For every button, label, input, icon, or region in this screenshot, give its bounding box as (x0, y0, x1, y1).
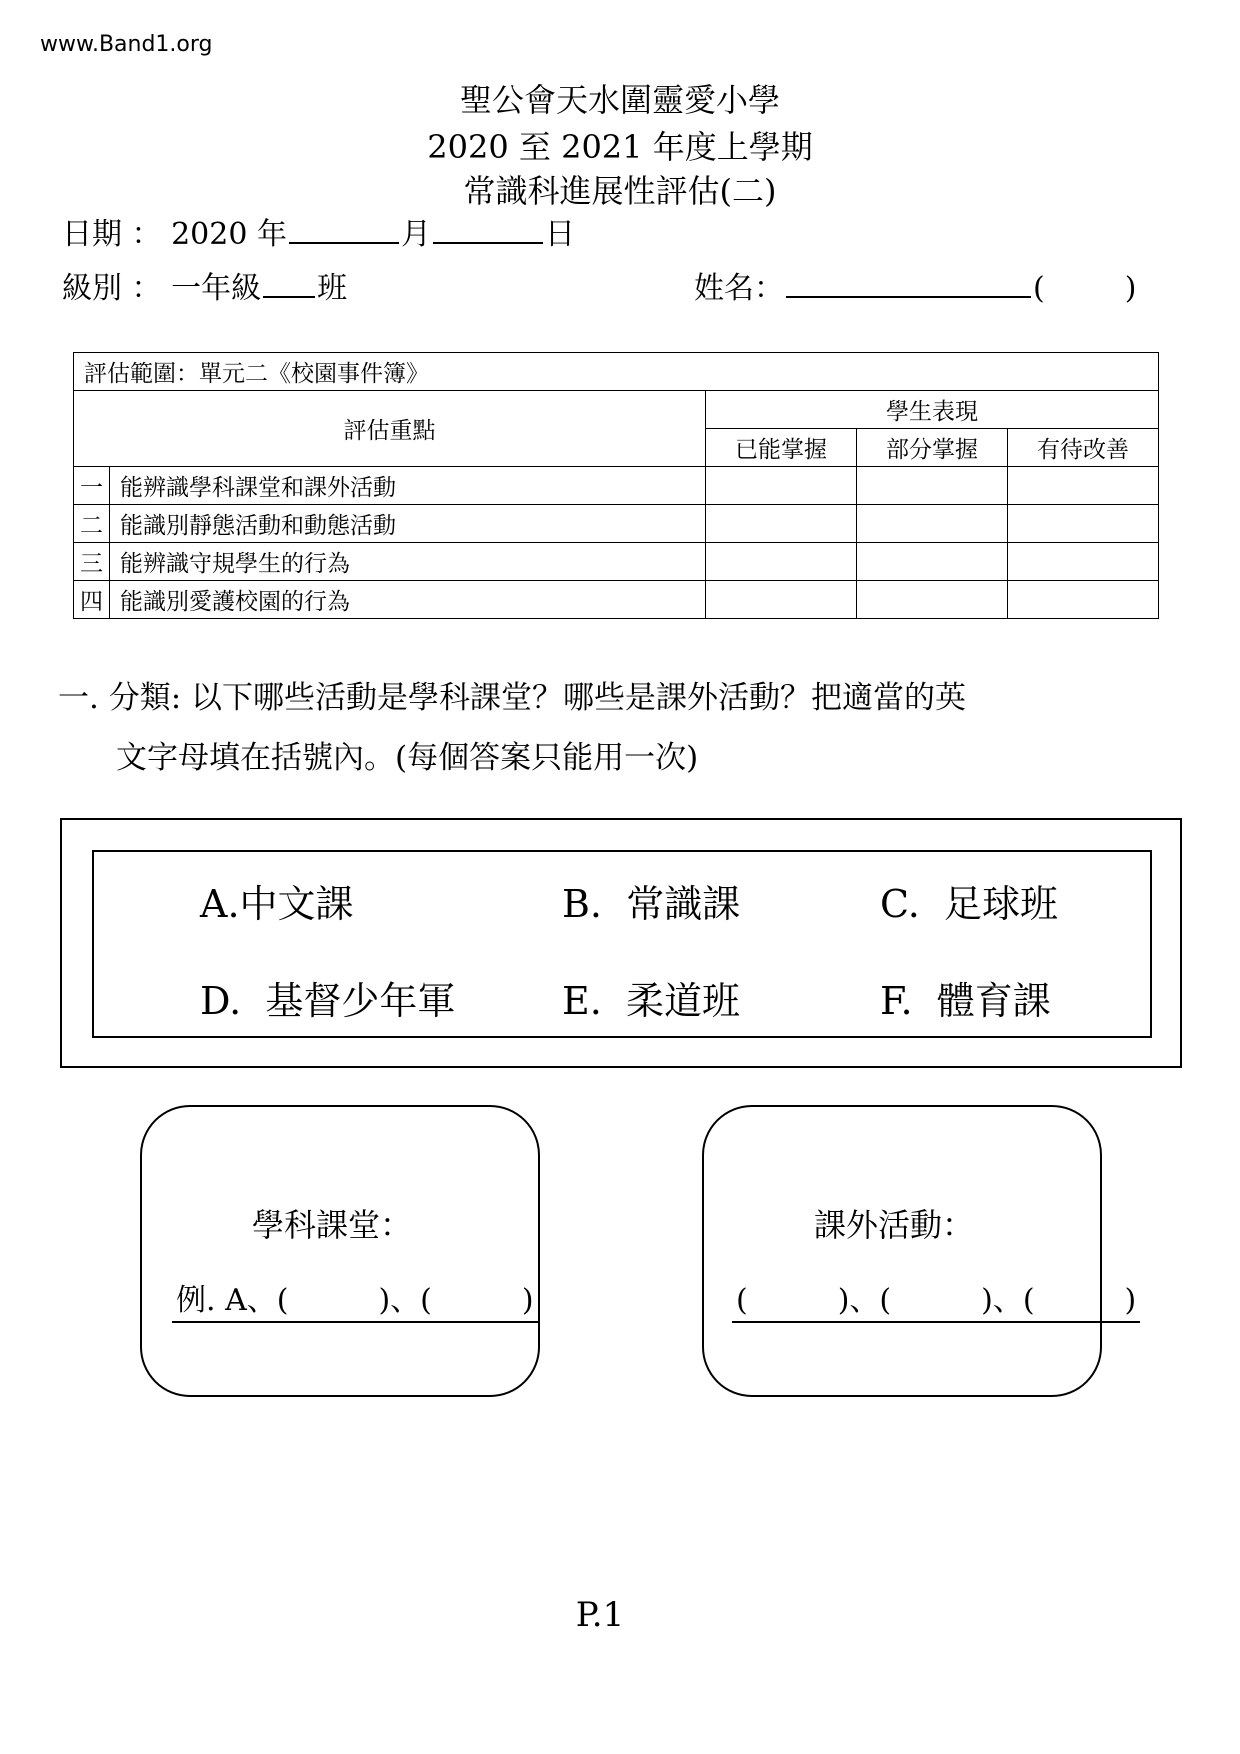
exam-title: 常識科進展性評估(二) (463, 172, 777, 210)
academic-answer-box (140, 1105, 540, 1397)
table-row (74, 581, 1159, 619)
name-line (694, 266, 1136, 309)
name-blank[interactable] (786, 266, 1031, 298)
option-letter: A. (200, 882, 240, 926)
date-label: 日期 ： 2020 年 (62, 217, 287, 252)
level-partial: 部分掌握 (857, 429, 1008, 467)
row-number: 一 (74, 467, 110, 505)
option-a (200, 873, 354, 928)
checkbox-cell[interactable] (1008, 467, 1159, 505)
date-line (62, 212, 575, 255)
academic-label: 學科課堂： (252, 1206, 413, 1244)
option-text: 中文課 (239, 882, 354, 926)
checkbox-cell[interactable] (857, 467, 1008, 505)
option-f (880, 970, 1051, 1025)
table-row (74, 543, 1159, 581)
class-blank[interactable] (263, 266, 315, 298)
checkbox-cell[interactable] (706, 467, 857, 505)
day-label: 日 (544, 217, 575, 252)
checkbox-cell[interactable] (857, 581, 1008, 619)
month-blank[interactable] (289, 212, 399, 244)
option-text: 柔道班 (626, 979, 741, 1023)
checkbox-cell[interactable] (706, 505, 857, 543)
checkbox-cell[interactable] (1008, 581, 1159, 619)
table-row (74, 467, 1159, 505)
option-e (562, 970, 740, 1025)
option-letter: F. (880, 979, 913, 1023)
option-letter: D. (200, 979, 242, 1023)
row-focus: 能識別靜態活動和動態活動 (110, 505, 706, 543)
row-number: 三 (74, 543, 110, 581)
level-improve: 有待改善 (1008, 429, 1159, 467)
page-number: P.1 (575, 1595, 625, 1635)
day-blank[interactable] (433, 212, 543, 244)
level-mastered: 已能掌握 (706, 429, 857, 467)
question-line-2: 文字母填在括號內。(每個答案只能用一次) (116, 740, 699, 776)
option-b (562, 873, 740, 928)
paren-close: ) (1124, 271, 1137, 306)
name-label: 姓名： (694, 271, 784, 306)
grade-label: 級別 ： 一年級 (62, 271, 262, 306)
grade-line (62, 266, 347, 309)
checkbox-cell[interactable] (1008, 505, 1159, 543)
performance-header: 學生表現 (706, 391, 1159, 429)
assessment-scope: 評估範圍：單元二《校園事件簿》 (74, 353, 1159, 391)
option-c (880, 873, 1058, 928)
class-suffix: 班 (317, 271, 348, 306)
option-letter: B. (562, 882, 603, 926)
row-focus: 能辨識學科課堂和課外活動 (110, 467, 706, 505)
option-text: 基督少年軍 (265, 979, 456, 1023)
option-letter: E. (562, 979, 602, 1023)
checkbox-cell[interactable] (1008, 543, 1159, 581)
site-url: www.Band1.org (40, 32, 213, 57)
assessment-table (73, 352, 1159, 619)
focus-header: 評估重點 (74, 391, 706, 467)
academic-answer-line[interactable]: 例. A、( )、( ) (172, 1275, 538, 1323)
question-1 (58, 668, 1178, 788)
table-row (74, 505, 1159, 543)
checkbox-cell[interactable] (857, 505, 1008, 543)
checkbox-cell[interactable] (706, 581, 857, 619)
row-number: 二 (74, 505, 110, 543)
school-name: 聖公會天水圍靈愛小學 (459, 81, 780, 119)
extra-answer-box (702, 1105, 1102, 1397)
option-text: 常識課 (626, 882, 741, 926)
checkbox-cell[interactable] (857, 543, 1008, 581)
extra-answer-line[interactable]: ( )、( )、( ) (732, 1275, 1140, 1323)
extra-label: 課外活動： (814, 1206, 975, 1244)
term-title: 2020 至 2021 年度上學期 (427, 128, 813, 166)
question-line-1: 一. 分類: 以下哪些活動是學科課堂？哪些是課外活動？把適當的英 (58, 680, 967, 716)
option-text: 體育課 (936, 979, 1051, 1023)
row-focus: 能識別愛護校園的行為 (110, 581, 706, 619)
option-d (200, 970, 455, 1025)
month-label: 月 (400, 217, 431, 252)
paren-open: ( (1033, 271, 1045, 306)
row-number: 四 (74, 581, 110, 619)
row-focus: 能辨識守規學生的行為 (110, 543, 706, 581)
checkbox-cell[interactable] (706, 543, 857, 581)
option-text: 足球班 (943, 882, 1058, 926)
option-letter: C. (880, 882, 920, 926)
